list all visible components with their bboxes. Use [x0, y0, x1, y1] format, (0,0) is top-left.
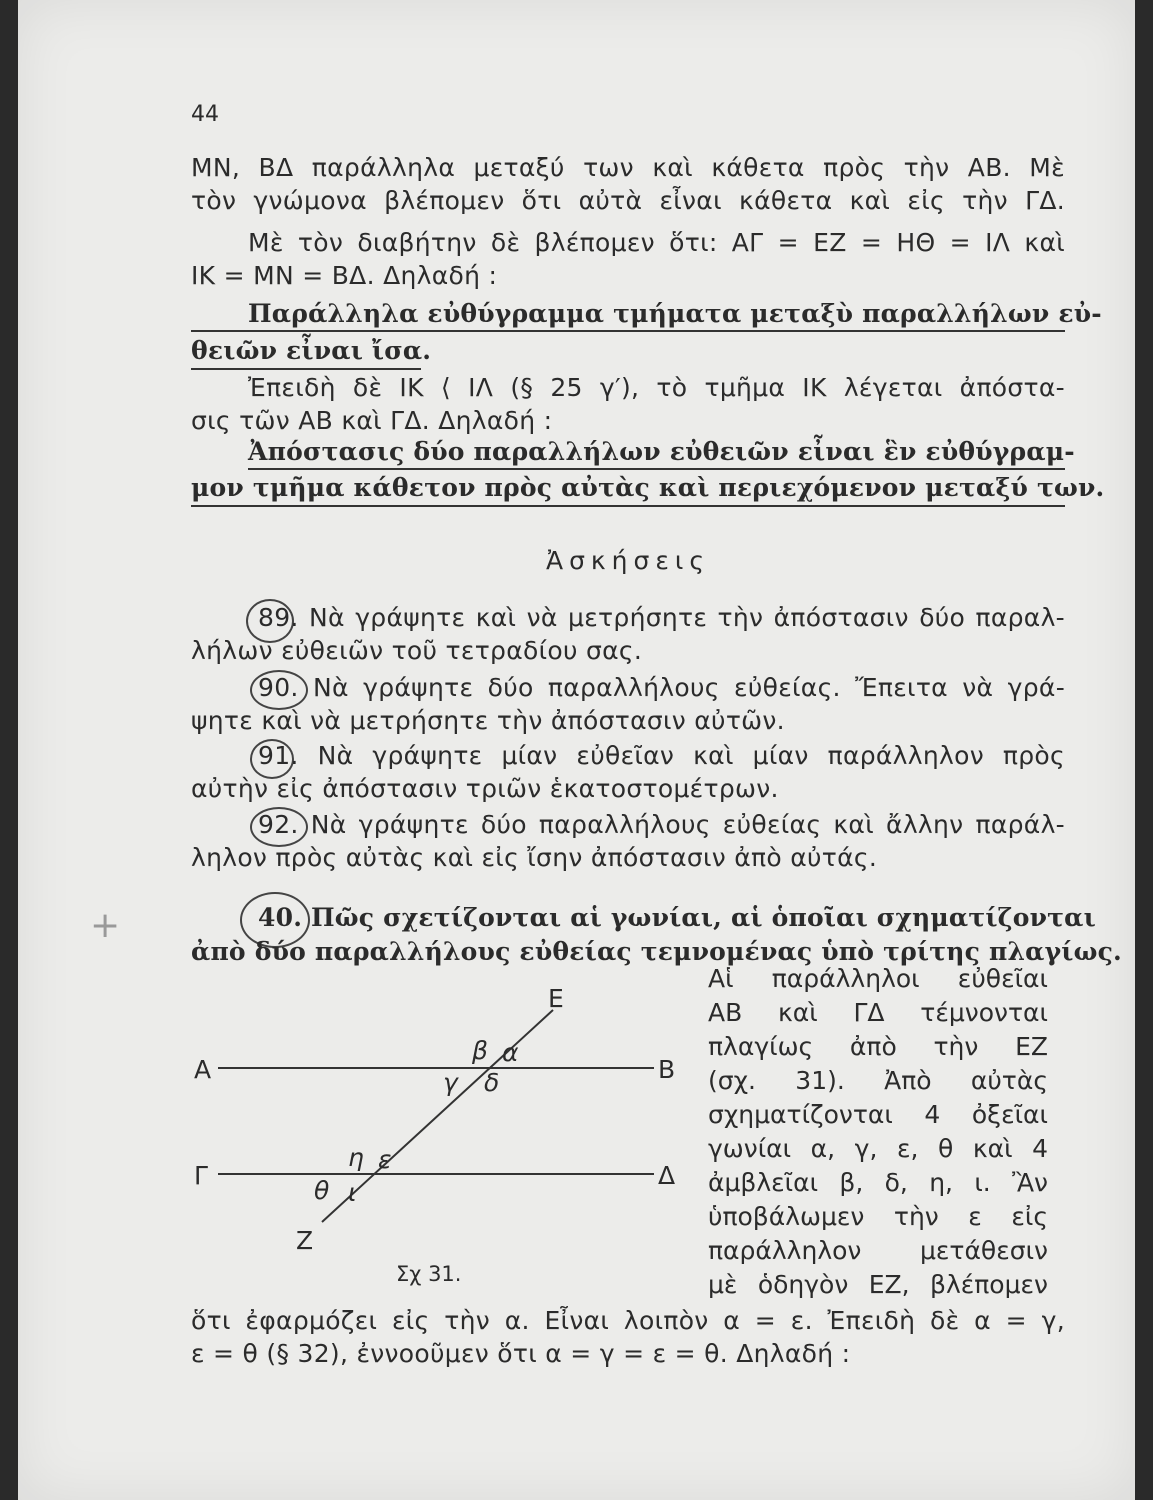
exercise-number: 89.: [258, 603, 299, 632]
figure-caption: Σχ 31.: [396, 1262, 462, 1286]
col-line: σχηματίζονται 4 ὀξεῖαι: [708, 1100, 1048, 1129]
figure-31: [18, 0, 1135, 1500]
col-line: μὲ ὁδηγὸν ΕΖ, βλέπομεν: [708, 1270, 1048, 1299]
section-title: ἀπὸ δύο παραλλήλους εὐθείας τεμνομένας ὑπὸ τρίτης πλαγίως.: [191, 937, 1122, 966]
label-delta: δ: [484, 1068, 500, 1097]
section-title: Πῶς σχετίζονται αἱ γωνίαι, αἱ ὁποῖαι σχηματίζονται: [311, 903, 1096, 932]
label-eta: η: [348, 1143, 364, 1172]
section-number: 40.: [258, 903, 303, 932]
label-d: Δ: [658, 1161, 676, 1190]
body-line: Μὲ τὸν διαβήτην δὲ βλέπομεν ὅτι: ΑΓ = ΕΖ = ΗΘ = ΙΛ καὶ: [248, 228, 1065, 257]
label-alpha: α: [502, 1038, 519, 1067]
col-line: ὑποβάλωμεν τὴν ε εἰς: [708, 1202, 1048, 1231]
col-line: Αἱ παράλληλοι εὐθεῖαι: [708, 964, 1048, 993]
body-line: ε = θ (§ 32), ἐννοοῦμεν ὅτι α = γ = ε = θ. Δηλαδή :: [191, 1339, 851, 1368]
exercise-line: λήλων εὐθειῶν τοῦ τετραδίου σας.: [191, 636, 643, 665]
col-line: ΑΒ καὶ ΓΔ τέμνονται: [708, 998, 1048, 1027]
margin-mark: +: [90, 905, 121, 946]
col-line: (σχ. 31). Ἀπὸ αὐτὰς: [708, 1066, 1048, 1095]
label-a: Α: [194, 1055, 212, 1084]
col-line: πλαγίως ἀπὸ τὴν ΕΖ: [708, 1032, 1048, 1061]
label-e: Ε: [548, 984, 564, 1013]
exercise-line: ληλον πρὸς αὐτὰς καὶ εἰς ἴσην ἀπόστασιν ἀπὸ αὐτάς.: [191, 843, 878, 872]
exercise-text: Νὰ γράψητε καὶ νὰ μετρήσητε τὴν ἀπόστασιν δύο παραλ-: [309, 603, 1066, 632]
exercise-line: αὐτὴν εἰς ἀπόστασιν τριῶν ἑκατοστομέτρων.: [191, 774, 779, 803]
label-z: Ζ: [296, 1226, 314, 1255]
book-page: [18, 0, 1135, 1500]
body-line: ΜΝ, ΒΔ παράλληλα μεταξύ των καὶ κάθετα πρὸς τὴν ΑΒ. Μὲ: [191, 153, 1065, 182]
exercise-text: Νὰ γράψητε μίαν εὐθεῖαν καὶ μίαν παράλληλον πρὸς: [317, 741, 1065, 770]
body-line: ΙΚ = ΜΝ = ΒΔ. Δηλαδή :: [191, 261, 498, 290]
col-line: ἀμβλεῖαι β, δ, η, ι. Ἂν: [708, 1168, 1048, 1197]
rule-text: θειῶν εἶναι ἴσα.: [191, 336, 432, 365]
page-number: 44: [191, 102, 219, 127]
exercise-text: Νὰ γράψητε δύο παραλλήλους εὐθείας. Ἔπειτα νὰ γρά-: [313, 673, 1066, 702]
exercise-number: 90.: [258, 673, 299, 702]
col-line: γωνίαι α, γ, ε, θ καὶ 4: [708, 1134, 1048, 1163]
label-iota: ι: [348, 1178, 357, 1207]
rule-text: Ἀπόστασις δύο παραλλήλων εὐθειῶν εἶναι ἓν εὐθύγραμ-: [248, 437, 1075, 466]
exercise-number: 92.: [258, 810, 299, 839]
label-epsilon: ε: [378, 1145, 392, 1174]
exercises-title: Ἀσκήσεις: [545, 546, 710, 575]
exercise-number: 91.: [258, 741, 299, 770]
rule-text: Παράλληλα εὐθύγραμμα τμήματα μεταξὺ παραλλήλων εὐ-: [248, 299, 1102, 328]
body-line: σις τῶν ΑΒ καὶ ΓΔ. Δηλαδή :: [191, 406, 553, 435]
body-line: ὅτι ἐφαρμόζει εἰς τὴν α. Εἶναι λοιπὸν α = ε. Ἐπειδὴ δὲ α = γ,: [191, 1306, 1065, 1335]
label-b: Β: [658, 1055, 676, 1084]
exercise-text: Νὰ γράψητε δύο παραλλήλους εὐθείας καὶ ἄλλην παράλ-: [310, 810, 1066, 839]
col-line: παράλληλον μετάθεσιν: [708, 1236, 1048, 1265]
body-line: Ἐπειδὴ δὲ ΙΚ ⟨ ΙΛ (§ 25 γ′), τὸ τμῆμα ΙΚ λέγεται ἀπόστα-: [248, 373, 1065, 402]
rule-text: μον τμῆμα κάθετον πρὸς αὐτὰς καὶ περιεχόμενον μεταξύ των.: [191, 473, 1105, 502]
label-g: Γ: [194, 1161, 208, 1190]
body-line: τὸν γνώμονα βλέπομεν ὅτι αὐτὰ εἶναι κάθετα καὶ εἰς τὴν ΓΔ.: [191, 186, 1065, 215]
label-theta: θ: [314, 1176, 330, 1205]
label-beta: β: [472, 1036, 488, 1065]
exercise-line: ψητε καὶ νὰ μετρήσητε τὴν ἀπόστασιν αὐτῶν.: [191, 706, 785, 735]
label-gamma: γ: [443, 1068, 458, 1097]
